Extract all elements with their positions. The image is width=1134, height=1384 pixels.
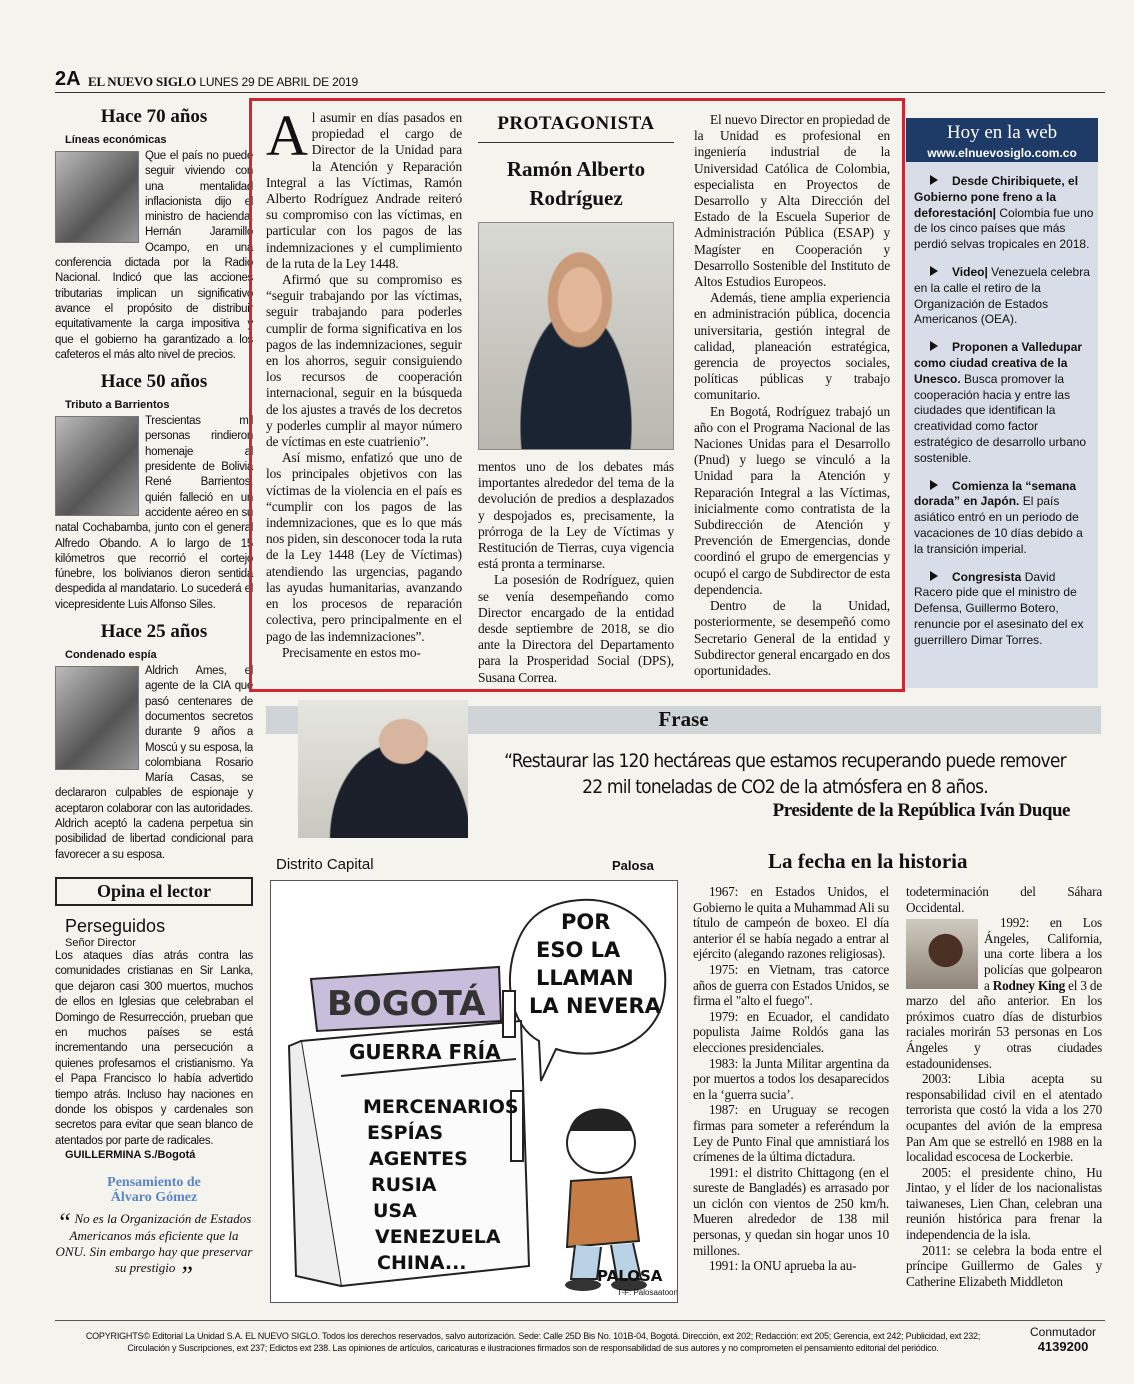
cartoon-credit: T-F: Palosaatoon (617, 1288, 677, 1297)
web-items-list (906, 174, 1098, 649)
fridge-list-item: VENEZUELA (375, 1226, 501, 1248)
page-number: 2A (55, 68, 81, 90)
fridge-title: BOGOTÁ (327, 984, 486, 1024)
web-item[interactable] (906, 265, 1098, 328)
protagonista-column-3 (694, 112, 890, 679)
pensamiento-title-line1: Pensamiento de (107, 1175, 201, 1191)
hace-25-body: Aldrich Ames, el agente de la CIA que pasó centenares de documentos secretos durante 9 años a Moscú y su esposa, la colombiana Rosario María Casas, se declararon culpables de espionaje y aceptaron colaborar con las autoridades. Aldrich aceptó la cadena perpetua sin posibilidad de libertad condicional para favorecer a su esposa. (55, 665, 253, 861)
issue-date: LUNES 29 DE ABRIL DE 2019 (199, 75, 358, 89)
fridge-list-item: RUSIA (371, 1174, 437, 1196)
web-item-text: Colombia fue uno de los cinco países que más perdió selvas tropicales en 2018. (914, 205, 1094, 252)
frase-quote-line1: “Restaurar las 120 hectáreas que estamos recuperando puede remover (504, 750, 1066, 772)
web-item-headline: Desde Chiribiquete, el Gobierno pone freno a la deforestación| (914, 174, 1079, 220)
fridge-list-item: AGENTES (369, 1148, 468, 1170)
rodney-king-name: Rodney King (992, 977, 1066, 993)
hace-25-title: Hace 25 años (100, 621, 208, 643)
web-item-headline: Video| (952, 264, 988, 279)
protagonista-col1-p2: Afirmó que su compromiso es “seguir trabajando por las víctimas, seguir trabajando para poderles cumplir de forma significativa en los pagos de las indemnizaciones, seguir en los ahorros, seguir consiguiendo los recursos de cooperación internacional, seguir en la búsqueda de los ajustes a través de los decretos y poderles cumplir al mayor número de víctimas en este cuatrienio”. (266, 272, 462, 450)
fecha-text: 1992: en Los Ángeles, California, una corte libera a los policías que golpearon a (984, 915, 1102, 993)
hace-70-body: Que el país no puede seguir viviendo con una mentalidad inflacionista dijo el ministro de hacienda, Hernán Jaramillo Ocampo, en una conferencia dictada por la Radio Nacional. Indicó que las acciones tributarias implican un significativo avance el propósito de distribuir equitativamente la carga impositiva y que el gobierno ha garantizado a los cafeteros el más alto nivel de precios. (55, 150, 253, 361)
web-title: Hoy en la web (946, 122, 1058, 143)
arrow-icon (930, 341, 938, 351)
web-item-headline: Comienza la “semana dorada” en Japón. (914, 478, 1077, 509)
arrow-icon (930, 266, 938, 276)
hace-50-subtitle: Tributo a Barrientos (65, 399, 170, 412)
footer-copyright (78, 1330, 988, 1354)
pensamiento-title (55, 1175, 253, 1205)
fridge-subtitle: GUERRA FRÍA (349, 1040, 501, 1064)
fecha-entry: 1983: la Junta Militar argentina da por muertos a todos los desaparecidos en la ‘guerra sucia’. (693, 1055, 889, 1102)
fecha-entry: 1967: en Estados Unidos, el Gobierno le quita a Muhammad Ali su título de campeón de boxeo. El día anterior él se había negado a entrar al ejército (alegando razones religiosas). (693, 884, 889, 962)
web-item-text: David Racero pide que el ministro de Defensa, Guillermo Botero, renuncie por el asesinato del ex guerrillero Dimar Torres. (914, 569, 1084, 647)
protagonista-col1-p3: Así mismo, enfatizó que uno de los principales objetivos con las víctimas de la violencia en el país es “cumplir con los pagos de las indemnizaciones, que es lo que más nos piden, sin desconocer toda la ruta de la Ley 1448 (Ley de Víctimas) atendiendo las urgencias, pagando las ayudas humanitarias, avanzando en los procesos de reparación colectiva, pero principalmente en el pago de las indemnizaciones”. (266, 450, 462, 644)
cartoon-section-label: Distrito Capital (276, 856, 374, 873)
fecha-column-2 (906, 884, 1102, 1289)
pensamiento-quote-text: No es la Organización de Estados Americanos más eficiente que la ONU. Sin embargo hay que preservar su prestigio (55, 1211, 253, 1276)
protagonista-photo (478, 222, 674, 450)
fridge-list-item: CHINA... (377, 1252, 467, 1274)
dropcap: A (266, 103, 308, 168)
frase-quote (502, 748, 1069, 800)
hace-70-title: Hace 70 años (100, 106, 208, 127)
protagonista-col3-p2: Además, tiene amplia experiencia en administración pública, docencia universitaria, gestión integral de calidad, planeación estratégica, gerencia de proyectos sociales, políticas públicas y trabajo comunitario. (694, 290, 890, 403)
protagonista-col3-p1: El nuevo Director en propiedad de la Unidad es profesional en ingeniería industrial de la Universidad Católica de Colombia, especialista en Proyectos de Desarrollo y Alta Dirección del Estado de la Escuela Superior de Administración Pública (ESAP) y Magíster en Cooperación y Desarrollo Sostenible del Instituto de Altos Estudios Europeos. (694, 112, 890, 290)
open-quote-glyph: “ (56, 1208, 72, 1238)
fecha-entry: 2011: se celebra la boda entre el príncipe Guillermo de Gales y Catherine Elizabeth Middleton (906, 1242, 1102, 1289)
web-url[interactable]: www.elnuevosiglo.com.co (927, 146, 1077, 160)
web-header (906, 118, 1098, 162)
fecha-entry: 1979: en Ecuador, el candidato populista Jaime Roldós gana las elecciones presidenciales. (693, 1008, 889, 1055)
pensamiento-quote (55, 1208, 253, 1291)
hace-70-photo (55, 151, 139, 243)
close-quote-glyph: ” (178, 1261, 194, 1291)
hace-50-title: Hace 50 años (100, 371, 208, 393)
cartoon-signature: PALOSA (597, 1267, 663, 1285)
fecha-entry: 1987: en Uruguay se recogen firmas para someter a referéndum la Ley de Punto Final que amnistiará los crímenes de la última dictadura. (693, 1102, 889, 1165)
frase-title: Frase (658, 707, 709, 731)
protagonista-column-2 (478, 459, 674, 686)
protagonista-rule (478, 142, 674, 143)
frase-attribution: Presidente de la República Iván Duque (772, 800, 1070, 821)
fecha-entry: 1975: en Vietnam, tras catorce años de guerra con Estados Unidos, se firma el "alto el fuego". (693, 961, 889, 1009)
web-item[interactable] (906, 570, 1098, 649)
bubble-line-1: POR (561, 910, 611, 934)
fecha-entry: 2005: el presidente chino, Hu Jintao, y el líder de los nacionalistas taiwaneses, Lien Chan, celebran una reunión histórica para frenar la independencia de la isla. (906, 1164, 1102, 1243)
letter-body: Los ataques días atrás contra las comunidades cristianas en Sir Lanka, que dejaron casi 300 muertos, muchos de ellos en Iglesias que celebraban el Domingo de Resurrección, prueban que en muchos países se está incrementando una persecución a quienes profesamos el cristianismo. Ya el Papa Francisco lo había advertido tiempo atrás. Incluso hay naciones en donde los obispos y cardenales son secretos para evitar que sean blanco de atentados por parte de radicales. (55, 949, 253, 1147)
fridge-list-item: USA (373, 1200, 417, 1222)
letter-salutation: Señor Director (65, 936, 136, 949)
web-item[interactable] (906, 340, 1098, 466)
bubble-line-2: ESO LA (536, 938, 621, 962)
masthead (88, 74, 358, 90)
pensamiento-title-line2: Álvaro Gómez (110, 1190, 198, 1206)
header-rule (55, 92, 1105, 93)
web-item-text: El país asiático entró en un periodo de vacaciones de 10 días debido a la transición imperial. (914, 494, 1083, 556)
opina-el-lector-title: Opina el lector (55, 877, 253, 906)
protagonista-col3-p3: En Bogotá, Rodríguez trabajó un año con el Programa Nacional de las Naciones Unidas para el Desarrollo (Pnud) y luego se vinculó a la Unidad para la Atención y Reparación Integral a las Víctimas, inicialmente como contratista de la Subdirección de Atención y Prevención de Emergencias, donde coordinó el grupo de emergencias y ocupó el cargo de Subdirector de esta dependencia. (694, 403, 890, 597)
protagonista-name (478, 155, 674, 213)
protagonista-col1-p1: l asumir en días pasados en propiedad el cargo de Director de la Unidad para la Atención y Reparación Integral a las Víctimas, Ramón Alberto Rodríguez Andrade reiteró su compromiso con las víctimas, en particular con los pagos de las indemnizaciones y el cumplimiento de la ruta de la Ley 1448. (266, 110, 462, 271)
protagonista-col1-p4: Precisamente en estos mo- (282, 644, 421, 660)
arrow-icon (930, 571, 938, 581)
letter-title: Perseguidos (65, 915, 166, 936)
character-hair (569, 1109, 633, 1132)
paper-name: EL NUEVO SIGLO (88, 74, 197, 89)
fridge-top-handle (503, 991, 515, 1037)
fecha-entry: todeterminación del Sáhara Occidental. (906, 884, 1102, 915)
web-item-text: Venezuela celebra en la calle el retiro de la Organización de Estados Americanos (OEA). (914, 264, 1090, 327)
protagonista-label: PROTAGONISTA (497, 113, 655, 134)
conmutador (1030, 1325, 1096, 1354)
cartoon-author: Palosa (612, 858, 654, 873)
bubble-line-3: LLAMAN (536, 966, 634, 990)
protagonista-name-line1: Ramón Alberto (506, 157, 646, 181)
fecha-title: La fecha en la historia (768, 849, 968, 873)
protagonista-name-line2: Rodríguez (529, 186, 623, 210)
fridge-list-item: ESPÍAS (367, 1122, 444, 1144)
web-item-headline: Congresista (952, 569, 1022, 584)
conmutador-label: Conmutador (1030, 1325, 1097, 1339)
hace-25-subtitle: Condenado espía (65, 649, 157, 662)
bubble-line-4: LA NEVERA (529, 994, 661, 1018)
rodney-king-photo (906, 919, 978, 989)
letter-signature: GUILLERMINA S./Bogotá (65, 1149, 196, 1162)
cartoon-drawing (271, 881, 677, 1302)
hace-50-body: Trescientas mil personas rindieron homenaje al presidente de Bolivia René Barrientos, quién falleció en un accidente aéreo en su natal Cochabamba, junto con el general Alfredo Obando. A lo largo de 15 kilómetros que recorrió el cortejo fúnebre, los bolivianos dieron sentida despedida al mandatario. Lo sucederá el vicepresidente Luis Alfonso Siles. (55, 415, 253, 611)
hace-50-photo (55, 416, 139, 516)
arrow-icon (930, 480, 938, 490)
footer-line-2: Circulación y Suscripciones, ext 237; Edictos ext 238. Las opiniones de artículos, caricaturas e ilustraciones firmados son de responsabilidad de sus autores y no comprometen el pensamiento editorial del periódico. (127, 1343, 939, 1353)
fridge-list-item: MERCENARIOS (363, 1096, 519, 1118)
footer-rule (55, 1320, 1105, 1321)
cartoon-frame (270, 880, 678, 1303)
hace-25-photo (55, 666, 139, 770)
fecha-entry: 1991: la ONU aprueba la au- (709, 1258, 857, 1274)
protagonista-col2-p1: mentos uno de los debates más importantes alrededor del tema de la devolución de predios a desplazados y despojados es, precisamente, la prórroga de la Ley de Víctimas y Restitución de Tierras, cuya vigencia está pronta a terminarse. (478, 459, 674, 572)
fecha-text: el 3 de marzo del año anterior. En los próximos cuatro días de disturbios raciales morirán 53 personas en Los Ángeles y otras ciudades estadounidenses. (906, 977, 1102, 1071)
protagonista-column-1 (266, 103, 462, 661)
arrow-icon (930, 175, 938, 185)
character-jacket (567, 1177, 639, 1247)
protagonista-col2-p2: La posesión de Rodríguez, quien se venía desempeñando como Director encargado de la entidad desde septiembre de 2018, se dio ante la Directora del Departamento para la Prosperidad Social (DPS), Susana Correa. (478, 572, 674, 685)
frase-quote-line2: 22 mil toneladas de CO2 de la atmósfera en 8 años. (582, 776, 988, 798)
conmutador-number: 4139200 (1037, 1339, 1089, 1354)
footer-line-1: COPYRIGHTS© Editorial La Unidad S.A. EL NUEVO SIGLO. Todos los derechos reservados, salvo autorización. Sede: Calle 25D Bis No. 101B-04, Bogotá. Dirección, ext 202; Redacción: ext 205; Gerencia, ext 242; Publicidad, ext 232; (85, 1331, 981, 1341)
fecha-entry: 1991: el distrito Chittagong (en el sureste de Bangladés) es arrasado por un ciclón con vientos de 250 km/h. Mueren alrededor de 138 mil personas, y quedan sin hogar unos 10 millones. (693, 1164, 889, 1258)
hace-70-subtitle: Líneas económicas (65, 134, 167, 146)
web-item-headline: Proponen a Valledupar como ciudad creativa de la Unesco. (914, 340, 1083, 386)
fecha-column-1 (693, 884, 889, 1274)
fecha-entry: 2003: Libia acepta su responsabilidad civil en el atentado terrorista que costó la vida a los 270 ocupantes del avión de la empresa Pan Am que se estrelló en 1988 en la localidad escocesa de Lockerbie. (906, 1071, 1102, 1165)
web-item[interactable] (906, 479, 1098, 558)
web-item-text: Busca promover la cooperación hacia y entre las ciudades que identifican la creatividad como factor estratégico de desarrollo urbano sostenible. (914, 371, 1087, 465)
left-column (55, 100, 253, 1291)
protagonista-col3-p4: Dentro de la Unidad, posteriormente, se desempeñó como Secretario General de la entidad y Subdirector general encargado en dos oportunidades. (694, 598, 890, 678)
character-shoe-left (565, 1279, 601, 1291)
hoy-en-la-web-box (906, 118, 1098, 688)
web-item[interactable] (906, 174, 1098, 253)
